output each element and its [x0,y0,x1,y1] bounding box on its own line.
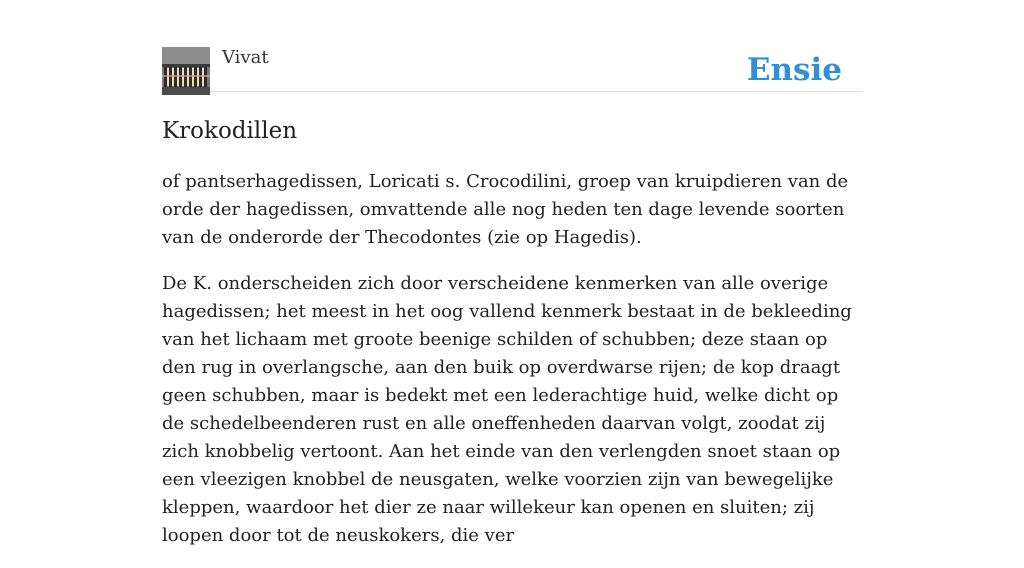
brand-logo[interactable]: Ensie [746,52,842,88]
article-title: Krokodillen [162,118,298,144]
article-paragraph: De K. onderscheiden zich door verscheidene kenmerken van alle overige hagedissen; het meest in het oog vallend kenmerk bestaat in de bekleeding van het lichaam met groote beenige schilden of schubben; deze staan op den rug in overlangsche, aan den buik op overdwarse rijen; de kop draagt geen schubben, maar is bedekt met een lederachtige huid, welke dicht op de schedelbeenderen rust en alle oneffenheden daarvan volgt, zoodat zij zich knobbelig vertoont. Aan het einde van den verlengden snoet staan op een vleezigen knobbel de neusgaten, welke voorzien zijn van bewegelijke kleppen, waardoor het dier ze naar willekeur kan openen en sluiten; zij loopen door tot de neuskokers, die ver [162,273,852,546]
bookshelf-icon [162,47,210,95]
source-name[interactable]: Vivat [222,47,269,68]
source-avatar[interactable] [162,47,210,95]
header [162,0,862,92]
article-page [162,0,862,546]
article-body [162,168,862,568]
article-paragraph: of pantserhagedissen, Loricati s. Crocodilini, groep van kruipdieren van de orde der hagedissen, omvattende alle nog heden ten dage levende soorten van de onderorde der Thecodontes (zie op Hagedis). [162,171,849,248]
